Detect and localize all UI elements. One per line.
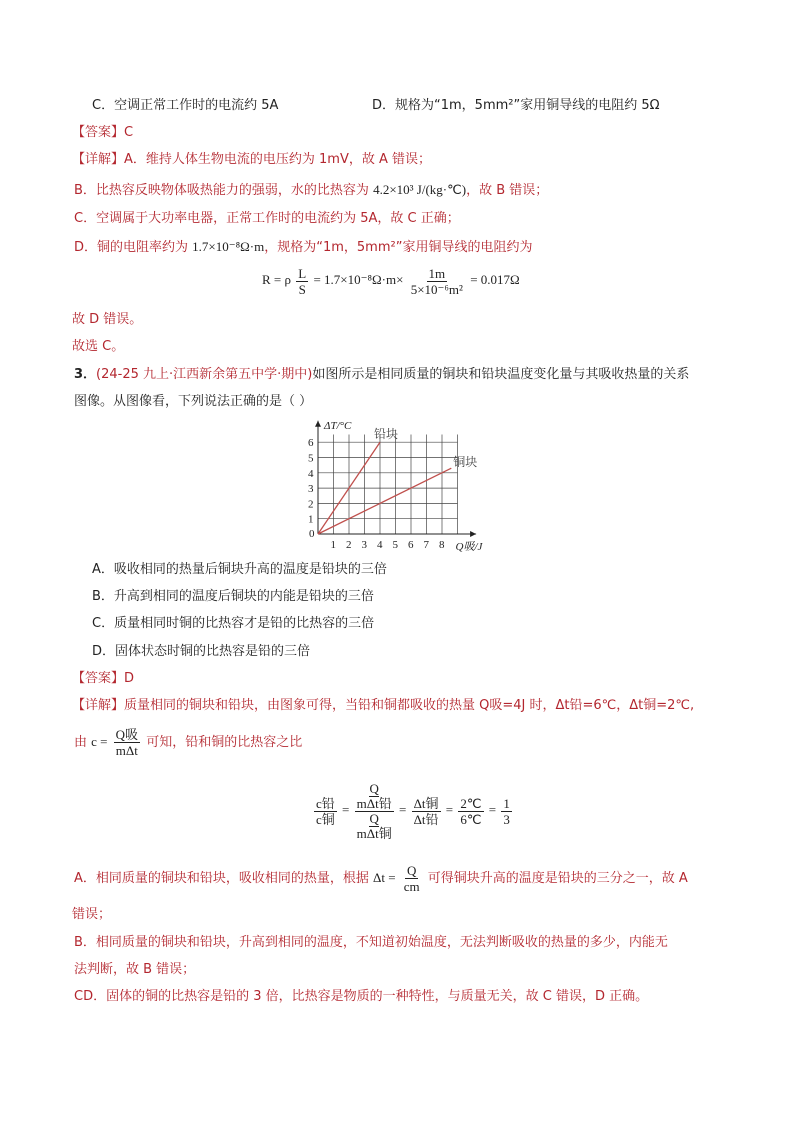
q3-stem-2: 图像。从图像看，下列说法正确的是（ ） [74,394,313,409]
equals-sign: = [398,802,407,817]
detail-b-val: 4.2×10³ J/(kg·℃) [373,182,467,197]
ratio-mid-num: Δt铜 [413,795,439,811]
detail-d-val: 1.7×10⁻⁸Ω·m [192,239,265,254]
q3-detail-a-cont: 错误； [72,907,112,922]
detail-c: C．空调属于大功率电器，正常工作时的电流约为 5A，故 C 正确； [74,211,460,226]
q3-source: (24-25 九上·江西新余第五中学·期中) [96,367,313,382]
formula-s: S [298,281,306,297]
ratio-mid [412,796,441,827]
q3-detail-a-post: 可得铜块升高的温度是铅块的三分之一，故 A [427,871,688,886]
y-tick-label: 5 [308,452,314,465]
x-tick-label: 8 [439,539,445,551]
formula-den: 5×10⁻⁶m² [410,281,463,297]
x-tick-label: 0 [309,528,315,540]
ratio-res [501,796,512,827]
series-label: 铅块 [374,427,399,442]
q3-detail-2-den: mΔt [115,743,138,758]
detail-a: A．维持人体生物电流的电压约为 1mV，故 A 错误； [124,152,432,167]
q3-detail-b-2: 法判断，故 B 错误； [74,962,196,977]
ratio-compound-bottom [355,812,394,841]
option-c: C．空调正常工作时的电流约 5A [92,98,279,113]
q3-detail-label: 【详解】 [72,698,125,713]
q3-answer-row [72,670,134,688]
q3-detail-2-pre: 由 [74,735,88,750]
ratio-inner-den-2: mΔt铜 [356,825,392,841]
option-d: D．规格为“1m，5mm²”家用铜导线的电阻约 5Ω [372,98,660,113]
formula-mid: = 1.7×10⁻⁸Ω·m× [313,272,404,287]
q3-number: 3． [74,367,97,382]
detail-a-row [72,151,431,169]
x-axis-label: Q吸/J [455,541,483,553]
detail-label: 【详解】 [72,152,125,167]
equals-sign: = [342,802,350,817]
x-axis-arrow [470,531,476,537]
y-axis-arrow [315,421,321,427]
q3-detail-2-frac [114,727,140,758]
x-tick-label: 2 [346,539,352,551]
q3-detail-2-post: 可知，铅和铜的比热容之比 [146,735,303,750]
q3-detail-2-num: Q吸 [115,727,139,742]
detail-d-pre: D．铜的电阻率约为 [74,240,189,255]
x-tick-label: 6 [408,539,414,551]
equals-sign: = [488,802,497,817]
detail-d-row [74,238,532,257]
q3-detail-cd: CD．固体的铜的比热容是铅的 3 倍，比热容是物质的一种特性，与质量无关，故 C 错误，D 正确。 [74,989,649,1004]
q3-detail-2-c: c = [91,734,108,749]
q3-answer-value: D [124,671,135,686]
detail-b-pre: B．比热容反映物体吸热能力的强弱，水的比热容为 [74,183,369,198]
x-tick-label: 3 [361,539,367,551]
ratio-lhs [314,796,337,827]
ratio-mid-den: Δt铅 [413,811,439,827]
series-line [318,468,451,534]
q3-option-c: C．质量相同时铜的比热容才是铅的比热容的三倍 [92,616,375,631]
y-tick-label: 4 [308,467,314,480]
ratio-val-den: 6℃ [460,811,482,827]
ratio-val [458,796,483,827]
ratio-res-num: 1 [503,795,510,811]
formula-l: L [298,265,307,281]
ratio-compound-top [355,782,394,812]
formula-rhs: = 0.017Ω [470,272,520,287]
y-tick-label: 3 [308,483,314,496]
q3-stem-row-1 [74,366,689,384]
ratio-inner-num-1: Q [369,780,379,796]
ratio-formula [312,775,514,845]
x-tick-label: 5 [392,539,398,551]
q3-detail-a-den: cm [403,879,420,894]
q3-answer-label: 【答案】 [72,671,125,686]
q3-detail-2-row [74,722,302,763]
ratio-lhs-num: c铅 [316,795,335,811]
answer-value: C [124,125,134,140]
ratio-res-den: 3 [503,811,510,827]
formula-lhs: R = ρ [262,272,291,287]
q3-detail-a-frac [402,863,422,894]
y-tick-label: 6 [308,437,314,450]
q3-option-a: A．吸收相同的热量后铜块升高的温度是铅块的三倍 [92,562,387,577]
q3-detail-row [72,697,694,715]
series-label: 铜块 [453,455,478,470]
q3-detail-a-num: Q [407,863,417,878]
q3-detail-a-row [74,858,688,899]
q3-detail-a-formula: Δt = [373,870,396,885]
q3-detail-b-1: B．相同质量的铜块和铅块，升高到相同的温度，不知道初始温度，无法判断吸收的热量的多少，内能无 [74,935,668,950]
formula-num: 1m [428,265,446,281]
y-axis-label: ΔT/°C [324,420,352,432]
q3-option-b: B．升高到相同的温度后铜块的内能是铅块的三倍 [92,589,374,604]
ratio-inner-den-1: mΔt铅 [356,795,392,811]
q3-detail-a-pre: A．相同质量的铜块和铅块，吸收相同的热量，根据 [74,871,369,886]
ratio-val-num: 2℃ [460,795,482,811]
formula-l-over-s [296,266,308,297]
answer-row [72,124,133,142]
answer-label: 【答案】 [72,125,125,140]
chart [290,418,500,558]
ratio-inner-num-2: Q [369,810,379,826]
conclusion-d: 故 D 错误。 [72,312,143,327]
resistance-formula [262,263,520,297]
ratio-lhs-den: c铜 [316,811,335,827]
q3-option-d: D．固体状态时铜的比热容是铅的三倍 [92,644,311,659]
detail-d-post: ，规格为“1m，5mm²”家用铜导线的电阻约为 [264,240,533,255]
q3-stem-1: 如图所示是相同质量的铜块和铅块温度变化量与其吸收热量的关系 [312,367,690,382]
x-tick-label: 7 [423,539,429,551]
q3-detail-1: 质量相同的铜块和铅块，由图象可得，当铅和铜都吸收的热量 Q吸=4J 时，Δt铅=6℃，Δt铜=2℃, [124,698,695,713]
conclusion: 故选 C。 [72,339,125,354]
y-tick-label: 2 [308,498,314,511]
formula-fraction [409,266,465,297]
x-tick-label: 1 [330,539,336,551]
x-tick-label: 4 [377,539,383,551]
detail-b-post: ，故 B 错误； [466,183,549,198]
ratio-compound [355,782,394,841]
y-tick-label: 1 [308,513,314,526]
detail-b-row [74,181,548,200]
equals-sign: = [445,802,454,817]
